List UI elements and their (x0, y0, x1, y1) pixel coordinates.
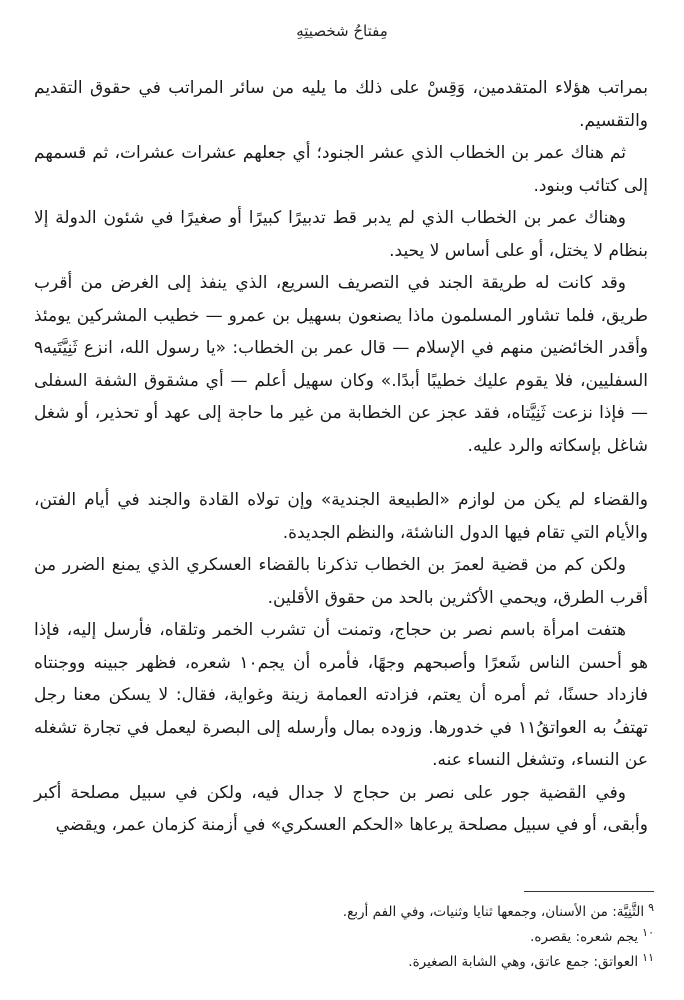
footnote (34, 950, 654, 975)
running-header: مِفتاحُ شخصيتِهِ (296, 22, 388, 40)
footnote-divider (524, 891, 654, 892)
footnote (34, 900, 654, 925)
footnote-number: ١٠ (642, 925, 654, 939)
footnote-number: ٩ (648, 900, 654, 914)
footnote (34, 925, 654, 950)
footnote-text: الثَّنِيَّة: من الأسنان، وجمعها ثنايا وثنيات، وفي الفم أربع. (342, 904, 645, 920)
paragraph: وفي القضية جور على نصر بن حجاج لا جدال فيه، ولكن في سبيل مصلحة أكبر وأبقى، أو في سبيل مصلحة يرعاها «الحكم العسكري» في أزمنة كزمان عمر، ويقضي (34, 782, 648, 835)
body-text (34, 72, 648, 842)
paragraph: بمراتب هؤلاء المتقدمين، وَقِسْ على ذلك ما يليه من سائر المراتب في حقوق التقديم والتقسيم. (34, 78, 648, 131)
paragraph: وهناك عمر بن الخطاب الذي لم يدبر قط تدبيرًا كبيرًا أو صغيرًا في شئون الدولة إلا بنظام لا يختل، أو على أساس لا يحيد. (34, 208, 648, 261)
paragraph: وقد كانت له طريقة الجند في التصريف السريع، الذي ينفذ إلى الغرض من أقرب طريق، فلما تشاور المسلمون ماذا يصنعون بسهيل بن عمرو — خطيب المشركين يومئذ وأقدر الخائضين منهم في الإسلام — قال عمر بن الخطاب: «يا رسول الله، انزع ثَنِيَّتَيه٩ السفليين، فلا يقوم عليك خطيبًا أبدًا.» وكان سهيل أعلم — أي مشقوق الشفة السفلى — فإذا نزعت ثَنِيَّتاه، فقد عجز عن الخطابة من غير ما حاجة إلى عهد أو تحذير، أو شغل شاغل بإسكاته والرد عليه. (34, 273, 648, 456)
footnote-text: العواتق: جمع عاتق، وهي الشابة الصغيرة. (408, 954, 639, 970)
paragraph: هتفت امرأة باسم نصر بن حجاج، وتمنت أن تشرب الخمر وتلقاه، فأرسل إليه، فإذا هو أحسن الناس شَعرًا وأصبحهم وجهًا، فأمره أن يجم١٠ شعره، فظهر جبينه ووجنتاه فازداد حسنًا، ثم أمره أن يعتم، فزادته العمامة زينة وغواية، فقال: لا يسكن معنا رجل تهتفُ به العواتقُ١١ في خدورها. وزوده بمال وأرسله إلى البصرة ليعمل في تجارة تشغله عن النساء، وتشغل النساء عنه. (34, 620, 648, 770)
footnotes (34, 900, 654, 975)
paragraph: والقضاء لم يكن من لوازم «الطبيعة الجندية» وإن تولاه القادة والجند في أيام الفتن، والأيام التي تقام فيها الدول الناشئة، والنظم الجديدة. (34, 490, 648, 543)
footnote-number: ١١ (642, 950, 654, 964)
section-gap (34, 462, 648, 484)
footnote-text: يجم شعره: يقصره. (530, 929, 639, 945)
paragraph: ثم هناك عمر بن الخطاب الذي عشر الجنود؛ أي جعلهم عشرات عشرات، ثم قسمهم إلى كتائب وبنود. (34, 143, 648, 196)
paragraph: ولكن كم من قضية لعمرَ بن الخطاب تذكرنا بالقضاء العسكري الذي يمنع الضرر من أقرب الطرق، ويحمي الأكثرين بالحد من حقوق الأقلين. (34, 555, 648, 608)
